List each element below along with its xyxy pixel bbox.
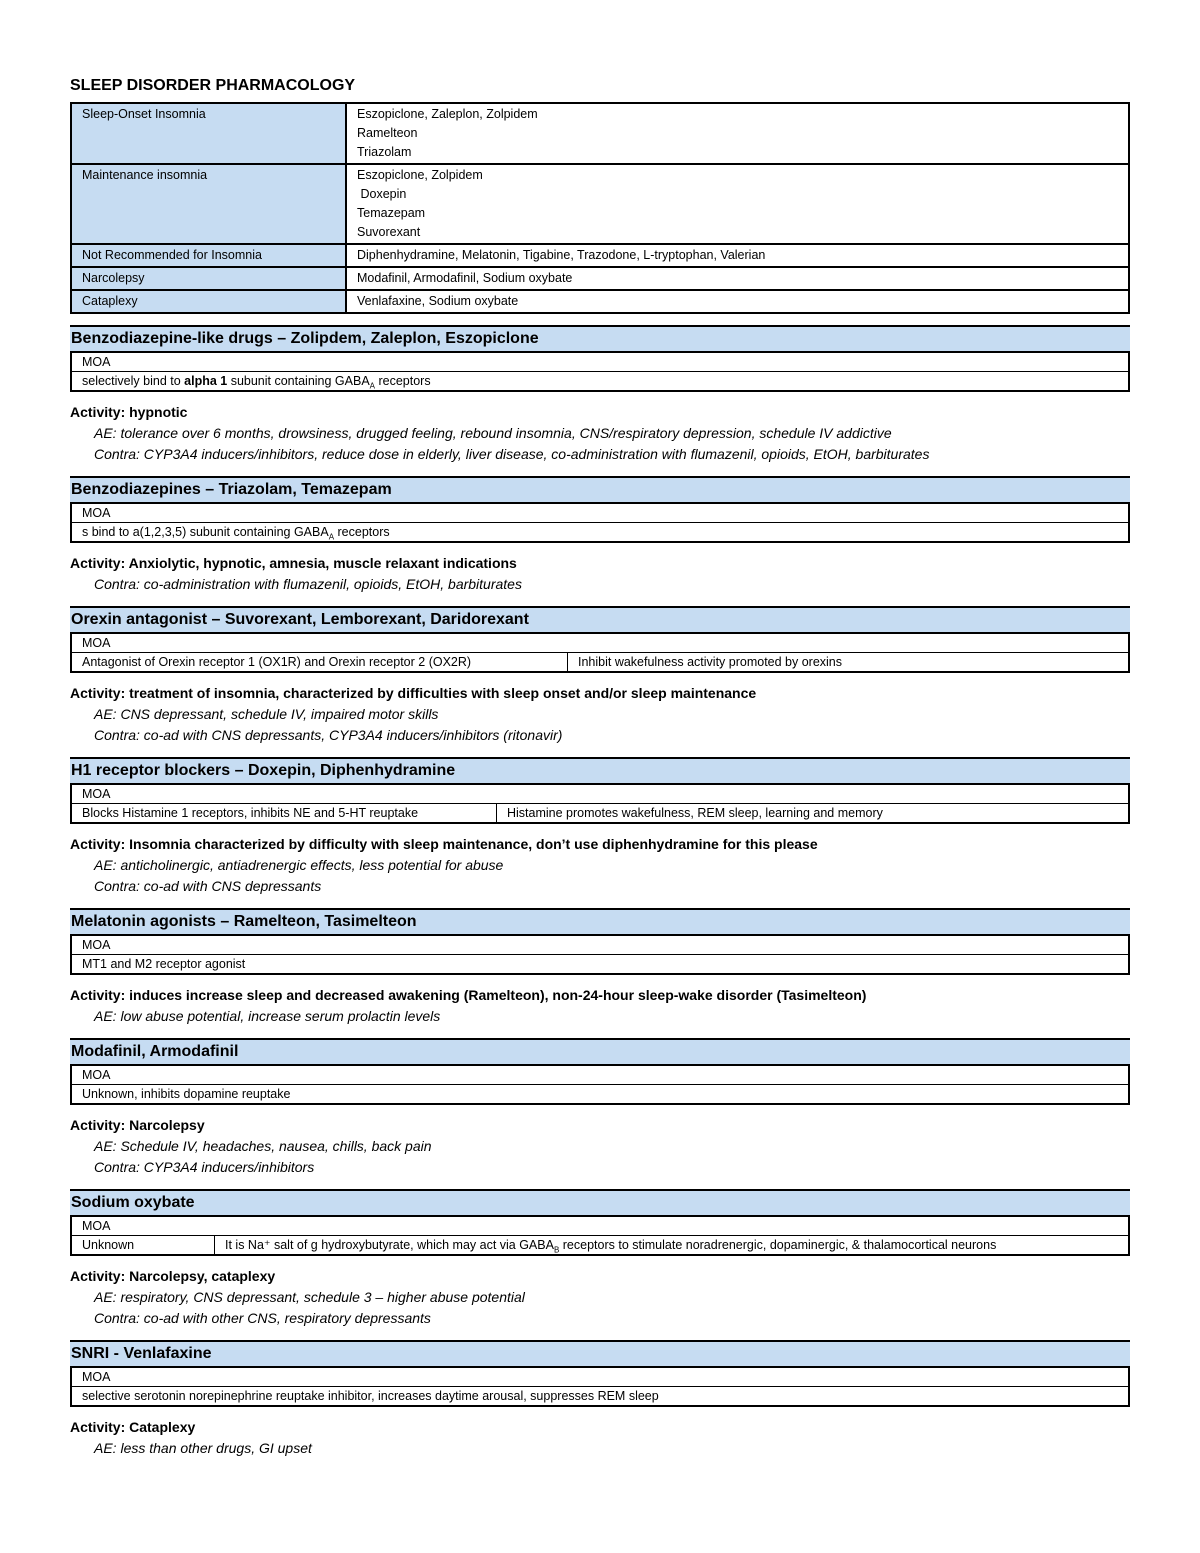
moa-table — [70, 1215, 1130, 1256]
section-heading: Modafinil, Armodafinil — [70, 1038, 1130, 1064]
overview-row — [71, 164, 1129, 244]
moa-detail-cell — [496, 804, 1128, 822]
moa-text: receptors — [334, 525, 390, 539]
moa-text: Unknown, inhibits dopamine reuptake — [82, 1087, 291, 1101]
moa-label: MOA — [72, 1217, 1128, 1236]
moa-detail-cell — [72, 1387, 1128, 1405]
moa-subscript: B — [553, 1245, 560, 1254]
activity-line: Activity: Anxiolytic, hypnotic, amnesia, muscle relaxant indications — [70, 555, 517, 571]
moa-table — [70, 1064, 1130, 1105]
overview-row — [71, 290, 1129, 313]
moa-label: MOA — [72, 1066, 1128, 1085]
moa-text-bold: alpha 1 — [184, 374, 228, 388]
note-line: Contra: co-ad with CNS depressants, CYP3A4 inducers/inhibitors (ritonavir) — [94, 727, 563, 743]
drug-line: Doxepin — [357, 187, 407, 201]
overview-row — [71, 103, 1129, 164]
note-line: AE: less than other drugs, GI upset — [94, 1440, 312, 1456]
drug-line: Diphenhydramine, Melatonin, Tigabine, Trazodone, L-tryptophan, Valerian — [357, 248, 766, 262]
drug-section — [70, 1189, 1130, 1329]
moa-label: MOA — [72, 936, 1128, 955]
drug-section — [70, 476, 1130, 595]
drugs-cell — [346, 267, 1129, 290]
moa-subscript: A — [369, 381, 376, 390]
note-line: AE: low abuse potential, increase serum prolactin levels — [94, 1008, 441, 1024]
moa-detail-cell — [72, 653, 567, 671]
drug-section — [70, 606, 1130, 746]
activity-line: Activity: Narcolepsy — [70, 1117, 205, 1133]
condition-cell: Cataplexy — [71, 290, 346, 313]
moa-detail-cell — [214, 1236, 1128, 1254]
condition-cell: Maintenance insomnia — [71, 164, 346, 244]
activity-block — [70, 683, 1130, 746]
moa-detail-cell — [72, 804, 496, 822]
drug-line: Suvorexant — [357, 225, 421, 239]
drugs-cell — [346, 290, 1129, 313]
overview-row — [71, 267, 1129, 290]
moa-detail-row — [72, 1236, 1128, 1254]
drug-section — [70, 325, 1130, 465]
moa-label: MOA — [72, 353, 1128, 372]
note-line: AE: respiratory, CNS depressant, schedule 3 – higher abuse potential — [94, 1289, 525, 1305]
moa-detail-row — [72, 955, 1128, 973]
condition-cell: Not Recommended for Insomnia — [71, 244, 346, 267]
moa-text: receptors — [375, 374, 431, 388]
activity-block — [70, 1115, 1130, 1178]
moa-detail-cell — [72, 372, 1128, 390]
section-heading: Benzodiazepines – Triazolam, Temazepam — [70, 476, 1130, 502]
moa-subscript: A — [328, 532, 335, 541]
drug-line: Venlafaxine, Sodium oxybate — [357, 294, 519, 308]
drug-section — [70, 1038, 1130, 1178]
overview-row — [71, 244, 1129, 267]
condition-cell: Sleep-Onset Insomnia — [71, 103, 346, 164]
activity-block — [70, 553, 1130, 595]
moa-detail-row — [72, 804, 1128, 822]
activity-block — [70, 1266, 1130, 1329]
drugs-cell — [346, 103, 1129, 164]
drug-section — [70, 1340, 1130, 1459]
note-line: AE: tolerance over 6 months, drowsiness, drugged feeling, rebound insomnia, CNS/respiratory depression, schedule IV addictive — [94, 425, 892, 441]
drugs-cell — [346, 164, 1129, 244]
moa-table — [70, 1366, 1130, 1407]
section-heading: Sodium oxybate — [70, 1189, 1130, 1215]
moa-text: Inhibit wakefulness activity promoted by orexins — [578, 655, 843, 669]
moa-detail-cell — [567, 653, 1128, 671]
drug-section — [70, 908, 1130, 1027]
activity-block — [70, 1417, 1130, 1459]
section-heading: Benzodiazepine-like drugs – Zolipdem, Zaleplon, Eszopiclone — [70, 325, 1130, 351]
moa-detail-row — [72, 1085, 1128, 1103]
drug-line: Triazolam — [357, 145, 412, 159]
section-heading: H1 receptor blockers – Doxepin, Diphenhydramine — [70, 757, 1130, 783]
condition-cell: Narcolepsy — [71, 267, 346, 290]
drug-line: Ramelteon — [357, 126, 418, 140]
drugs-cell — [346, 244, 1129, 267]
drug-section — [70, 757, 1130, 897]
moa-label: MOA — [72, 634, 1128, 653]
note-line: AE: CNS depressant, schedule IV, impaired motor skills — [94, 706, 439, 722]
moa-table — [70, 351, 1130, 392]
moa-detail-row — [72, 653, 1128, 671]
moa-detail-row — [72, 1387, 1128, 1405]
activity-line: Activity: treatment of insomnia, characterized by difficulties with sleep onset and/or sleep maintenance — [70, 685, 757, 701]
moa-table — [70, 632, 1130, 673]
activity-line: Activity: hypnotic — [70, 404, 188, 420]
moa-label: MOA — [72, 504, 1128, 523]
activity-line: Activity: induces increase sleep and decreased awakening (Ramelteon), non-24-hour sleep-wake disorder (Tasimelteon) — [70, 987, 867, 1003]
note-line: Contra: co-ad with other CNS, respiratory depressants — [94, 1310, 431, 1326]
moa-text: subunit containing GABA — [227, 374, 370, 388]
moa-table — [70, 502, 1130, 543]
drug-line: Temazepam — [357, 206, 426, 220]
moa-detail-cell — [72, 523, 1128, 541]
section-heading: SNRI - Venlafaxine — [70, 1340, 1130, 1366]
section-heading: Orexin antagonist – Suvorexant, Lemborexant, Daridorexant — [70, 606, 1130, 632]
activity-block — [70, 985, 1130, 1027]
moa-text: Blocks Histamine 1 receptors, inhibits NE and 5-HT reuptake — [82, 806, 419, 820]
note-line: Contra: co-administration with flumazenil, opioids, EtOH, barbiturates — [94, 576, 522, 592]
moa-table — [70, 783, 1130, 824]
section-heading: Melatonin agonists – Ramelteon, Tasimelteon — [70, 908, 1130, 934]
drug-line: Eszopiclone, Zolpidem — [357, 168, 483, 182]
moa-detail-cell — [72, 1085, 1128, 1103]
moa-detail-cell — [72, 1236, 214, 1254]
moa-detail-row — [72, 372, 1128, 390]
note-line: Contra: CYP3A4 inducers/inhibitors, reduce dose in elderly, liver disease, co-administration with flumazenil, opioids, EtOH, barbiturates — [94, 446, 930, 462]
moa-text: Antagonist of Orexin receptor 1 (OX1R) and Orexin receptor 2 (OX2R) — [82, 655, 472, 669]
moa-table — [70, 934, 1130, 975]
document-title: SLEEP DISORDER PHARMACOLOGY — [70, 77, 356, 94]
moa-text: selectively bind to — [82, 374, 185, 388]
moa-text: selective serotonin norepinephrine reuptake inhibitor, increases daytime arousal, suppresses REM sleep — [82, 1389, 659, 1403]
activity-line: Activity: Insomnia characterized by difficulty with sleep maintenance, don’t use diphenhydramine for this please — [70, 836, 818, 852]
moa-text: It is Na⁺ salt of g hydroxybutyrate, which may act via GABA — [225, 1238, 554, 1252]
moa-label: MOA — [72, 1368, 1128, 1387]
moa-text: MT1 and M2 receptor agonist — [82, 957, 246, 971]
note-line: Contra: CYP3A4 inducers/inhibitors — [94, 1159, 315, 1175]
drug-line: Modafinil, Armodafinil, Sodium oxybate — [357, 271, 573, 285]
drug-line: Eszopiclone, Zaleplon, Zolpidem — [357, 107, 538, 121]
moa-label: MOA — [72, 785, 1128, 804]
moa-text: receptors to stimulate noradrenergic, dopaminergic, & thalamocortical neurons — [559, 1238, 997, 1252]
note-line: Contra: co-ad with CNS depressants — [94, 878, 322, 894]
moa-text: Histamine promotes wakefulness, REM sleep, learning and memory — [507, 806, 883, 820]
moa-text: s bind to a(1,2,3,5) subunit containing GABA — [82, 525, 329, 539]
activity-block — [70, 402, 1130, 465]
moa-detail-row — [72, 523, 1128, 541]
activity-line: Activity: Cataplexy — [70, 1419, 196, 1435]
note-line: AE: anticholinergic, antiadrenergic effects, less potential for abuse — [94, 857, 504, 873]
moa-text: Unknown — [82, 1238, 135, 1252]
activity-line: Activity: Narcolepsy, cataplexy — [70, 1268, 276, 1284]
overview-table — [70, 102, 1130, 314]
document-page — [70, 76, 1130, 1459]
activity-block — [70, 834, 1130, 897]
note-line: AE: Schedule IV, headaches, nausea, chills, back pain — [94, 1138, 432, 1154]
moa-detail-cell — [72, 955, 1128, 973]
